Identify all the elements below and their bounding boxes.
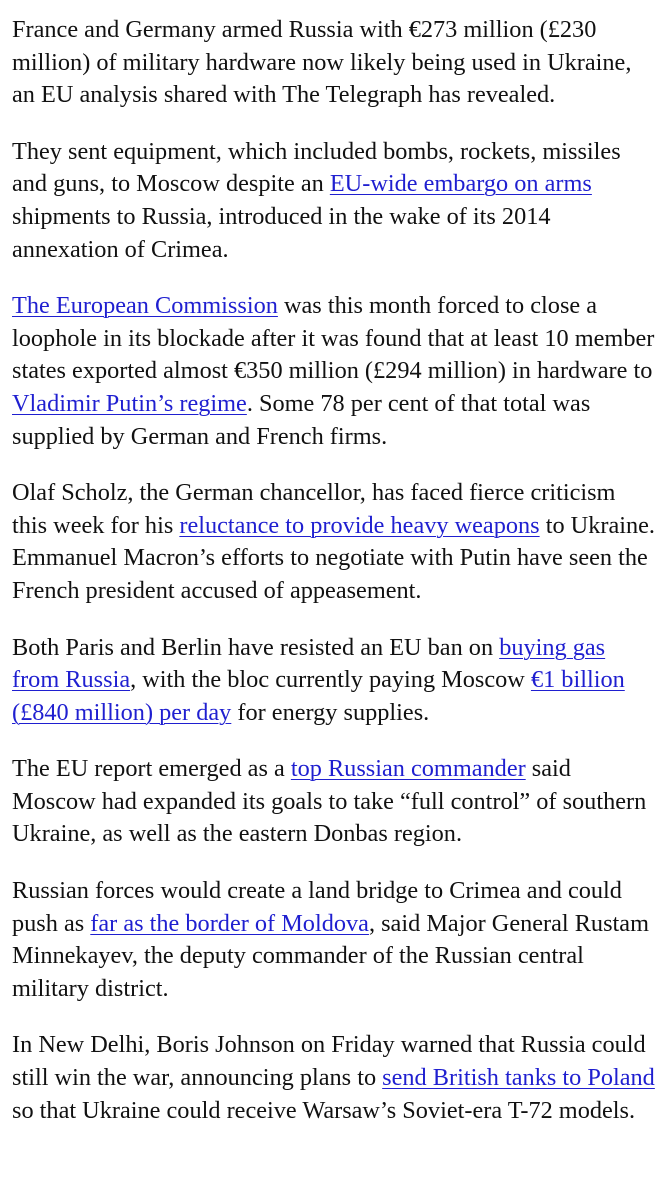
paragraph-text: In New Delhi, Boris Johnson on Friday warned that Russia could still win the war, announcing plans to: [12, 1031, 646, 1092]
paragraph-text: Olaf Scholz, the German chancellor, has faced fierce criticism this week for his: [12, 479, 616, 539]
link-heavy-weapons[interactable]: reluctance to provide heavy weapons: [179, 511, 540, 539]
article-paragraph: [12, 753, 656, 851]
paragraph-text: shipments to Russia, introduced in the wake of its 2014 annexation of Crimea.: [12, 202, 551, 263]
link-billion-per-day[interactable]: €1 billion (£840 million) per day: [12, 666, 625, 726]
article-paragraph: [12, 477, 656, 607]
paragraph-text: The EU report emerged as a: [12, 755, 291, 783]
article-paragraph: [12, 136, 656, 266]
paragraph-text: They sent equipment, which included bombs, rockets, missiles and guns, to Moscow despite an: [12, 137, 621, 198]
paragraph-text: France and Germany armed Russia with €273 million (£230 million) of military hardware now likely being used in Ukraine, an EU analysis shared with The Telegraph has revealed.: [12, 16, 632, 109]
paragraph-text: said Moscow had expanded its goals to take “full control” of southern Ukraine, as well as the eastern Donbas region.: [12, 755, 647, 848]
link-putin-regime[interactable]: Vladimir Putin’s regime: [12, 389, 247, 417]
link-russian-commander[interactable]: top Russian commander: [290, 755, 526, 783]
link-eu-arms-embargo[interactable]: EU-wide embargo on arms: [329, 170, 592, 198]
paragraph-text: for energy supplies.: [231, 698, 430, 726]
article-paragraph: [12, 1029, 656, 1127]
paragraph-text: . Some 78 per cent of that total was supplied by German and French firms.: [12, 389, 591, 450]
link-british-tanks[interactable]: send British tanks to Poland: [382, 1064, 655, 1092]
link-european-commission[interactable]: The European Commission: [12, 292, 278, 320]
paragraph-text: so that Ukraine could receive Warsaw’s Soviet-era T-72 models.: [12, 1096, 636, 1124]
link-border-moldova[interactable]: far as the border of Moldova: [90, 909, 369, 937]
paragraph-text: Both Paris and Berlin have resisted an EU ban on: [12, 633, 500, 661]
paragraph-text: was this month forced to close a loophole in its blockade after it was found that at least 10 member states exported almost €350 million (£294 million) in hardware to: [12, 292, 655, 385]
article-paragraph: [12, 14, 656, 112]
article-paragraph: [12, 875, 656, 1005]
paragraph-text: , said Major General Rustam Minnekayev, the deputy commander of the Russian central military district.: [12, 909, 649, 1002]
article-paragraph: [12, 290, 656, 453]
paragraph-text: , with the bloc currently paying Moscow: [130, 666, 531, 694]
paragraph-text: to Ukraine. Emmanuel Macron’s efforts to negotiate with Putin have seen the French president accused of appeasement.: [12, 511, 655, 604]
article-paragraph: [12, 632, 656, 730]
paragraph-text: Russian forces would create a land bridge to Crimea and could push as: [12, 877, 622, 937]
link-buying-gas[interactable]: buying gas from Russia: [12, 633, 606, 694]
